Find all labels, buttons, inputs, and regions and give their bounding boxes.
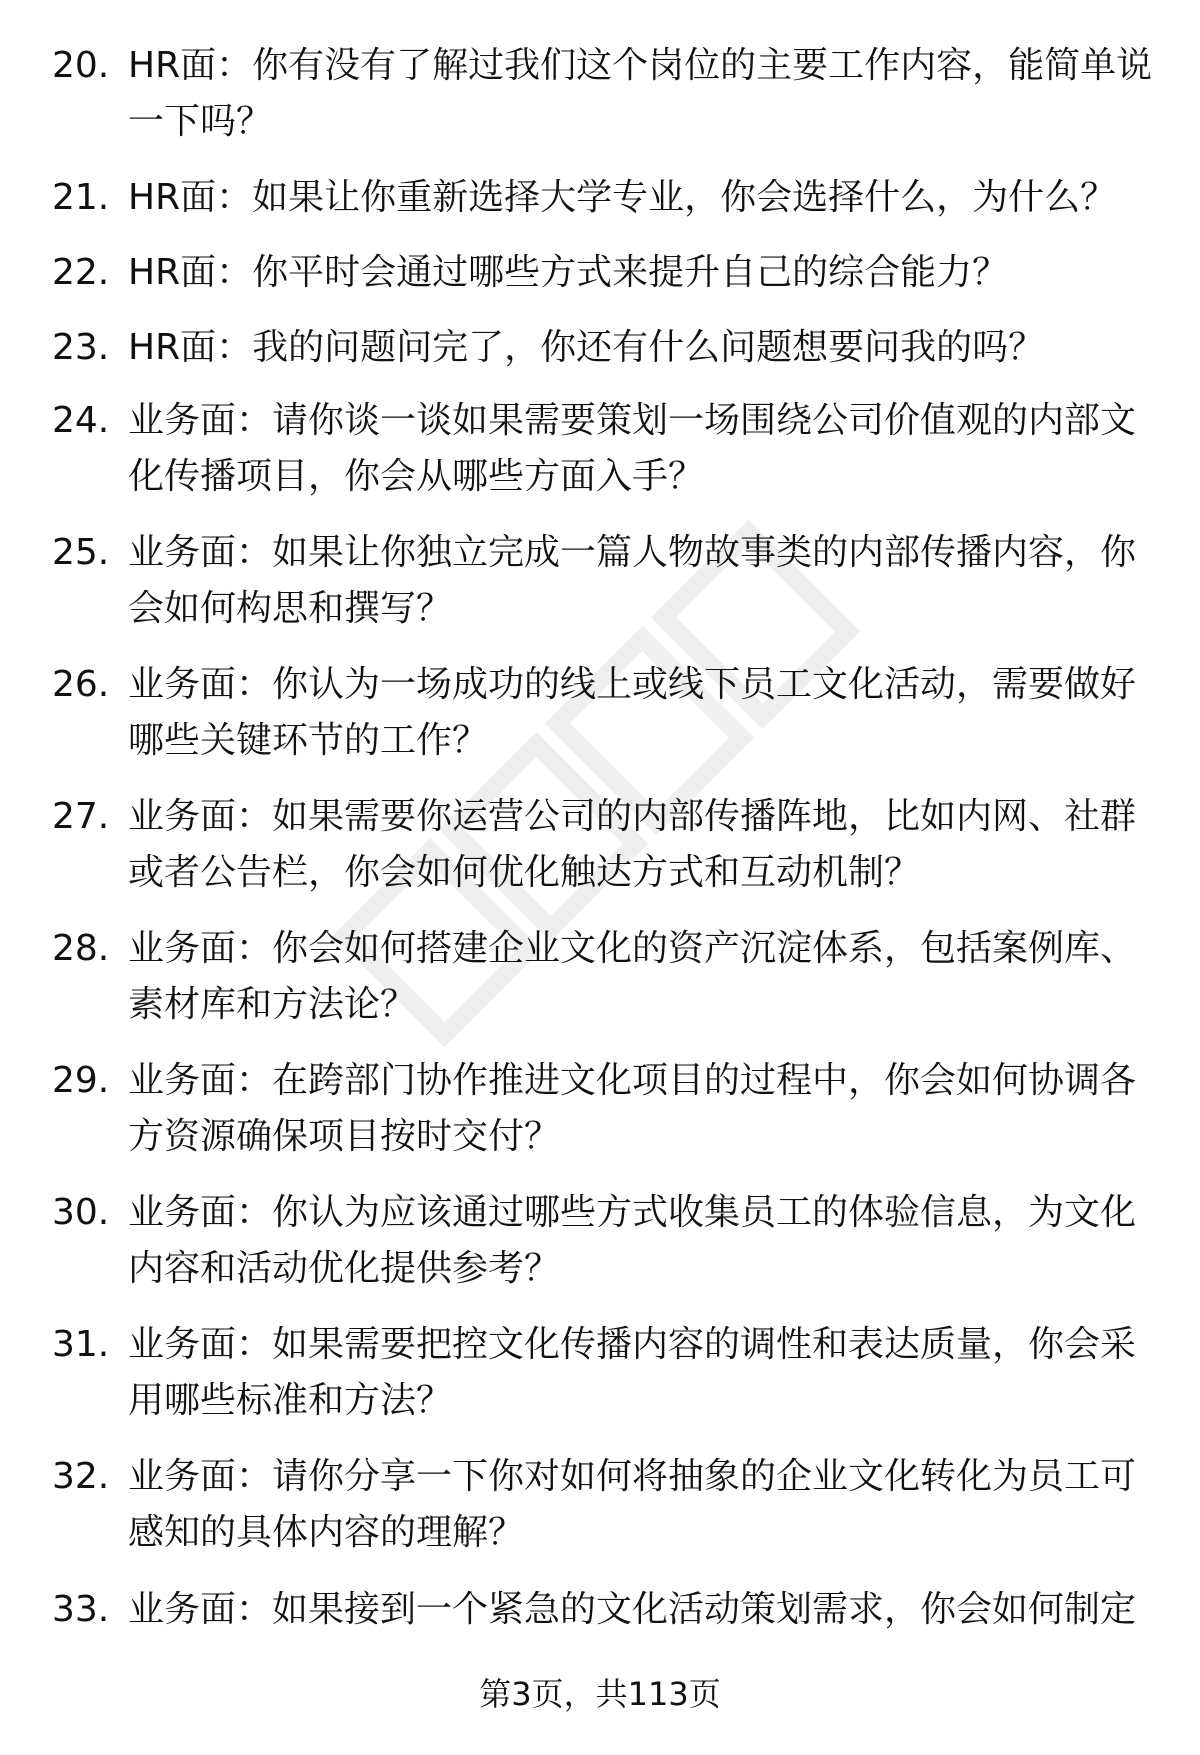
question-number: 26. (52, 664, 110, 705)
question-number: 31. (52, 1324, 110, 1365)
question-text: 业务面：如果让你独立完成一篇人物故事类的内部传播内容，你会如何构思和撰写？ (128, 532, 1137, 629)
question-number: 27. (52, 796, 110, 837)
question-number: 30. (52, 1192, 110, 1233)
question-number: 23. (52, 327, 110, 368)
question-number: 33. (52, 1589, 110, 1630)
question-number: 21. (52, 177, 110, 218)
question-text: 业务面：如果接到一个紧急的文化活动策划需求，你会如何制定 (128, 1589, 1137, 1630)
question-text: 业务面：在跨部门协作推进文化项目的过程中，你会如何协调各方资源确保项目按时交付？ (128, 1060, 1137, 1157)
question-text: 业务面：如果需要你运营公司的内部传播阵地，比如内网、社群或者公告栏，你会如何优化触达方式和互动机制？ (128, 796, 1137, 893)
question-number: 25. (52, 532, 110, 573)
question-text: 业务面：你认为应该通过哪些方式收集员工的体验信息，为文化内容和活动优化提供参考？ (128, 1192, 1137, 1289)
question-number: 22. (52, 252, 110, 293)
question-text: 业务面：你认为一场成功的线上或线下员工文化活动，需要做好哪些关键环节的工作？ (128, 664, 1137, 761)
question-number: 29. (52, 1060, 110, 1101)
page-footer: 第3页，共113页 (479, 1675, 721, 1713)
question-text: HR面：你平时会通过哪些方式来提升自己的综合能力？ (128, 252, 1009, 293)
question-text: HR面：你有没有了解过我们这个岗位的主要工作内容，能简单说一下吗？ (128, 45, 1153, 142)
question-text: 业务面：请你谈一谈如果需要策划一场围绕公司价值观的内部文化传播项目，你会从哪些方面入手？ (128, 400, 1137, 497)
question-number: 20. (52, 45, 110, 86)
question-number: 32. (52, 1456, 110, 1497)
question-number: 28. (52, 928, 110, 969)
question-text: HR面：如果让你重新选择大学专业，你会选择什么，为什么？ (128, 177, 1117, 218)
question-text: 业务面：如果需要把控文化传播内容的调性和表达质量，你会采用哪些标准和方法？ (128, 1324, 1137, 1421)
question-text: HR面：我的问题问完了，你还有什么问题想要问我的吗？ (128, 327, 1045, 368)
question-text: 业务面：你会如何搭建企业文化的资产沉淀体系，包括案例库、素材库和方法论？ (128, 928, 1137, 1025)
question-number: 24. (52, 400, 110, 441)
question-text: 业务面：请你分享一下你对如何将抽象的企业文化转化为员工可感知的具体内容的理解？ (128, 1456, 1137, 1553)
